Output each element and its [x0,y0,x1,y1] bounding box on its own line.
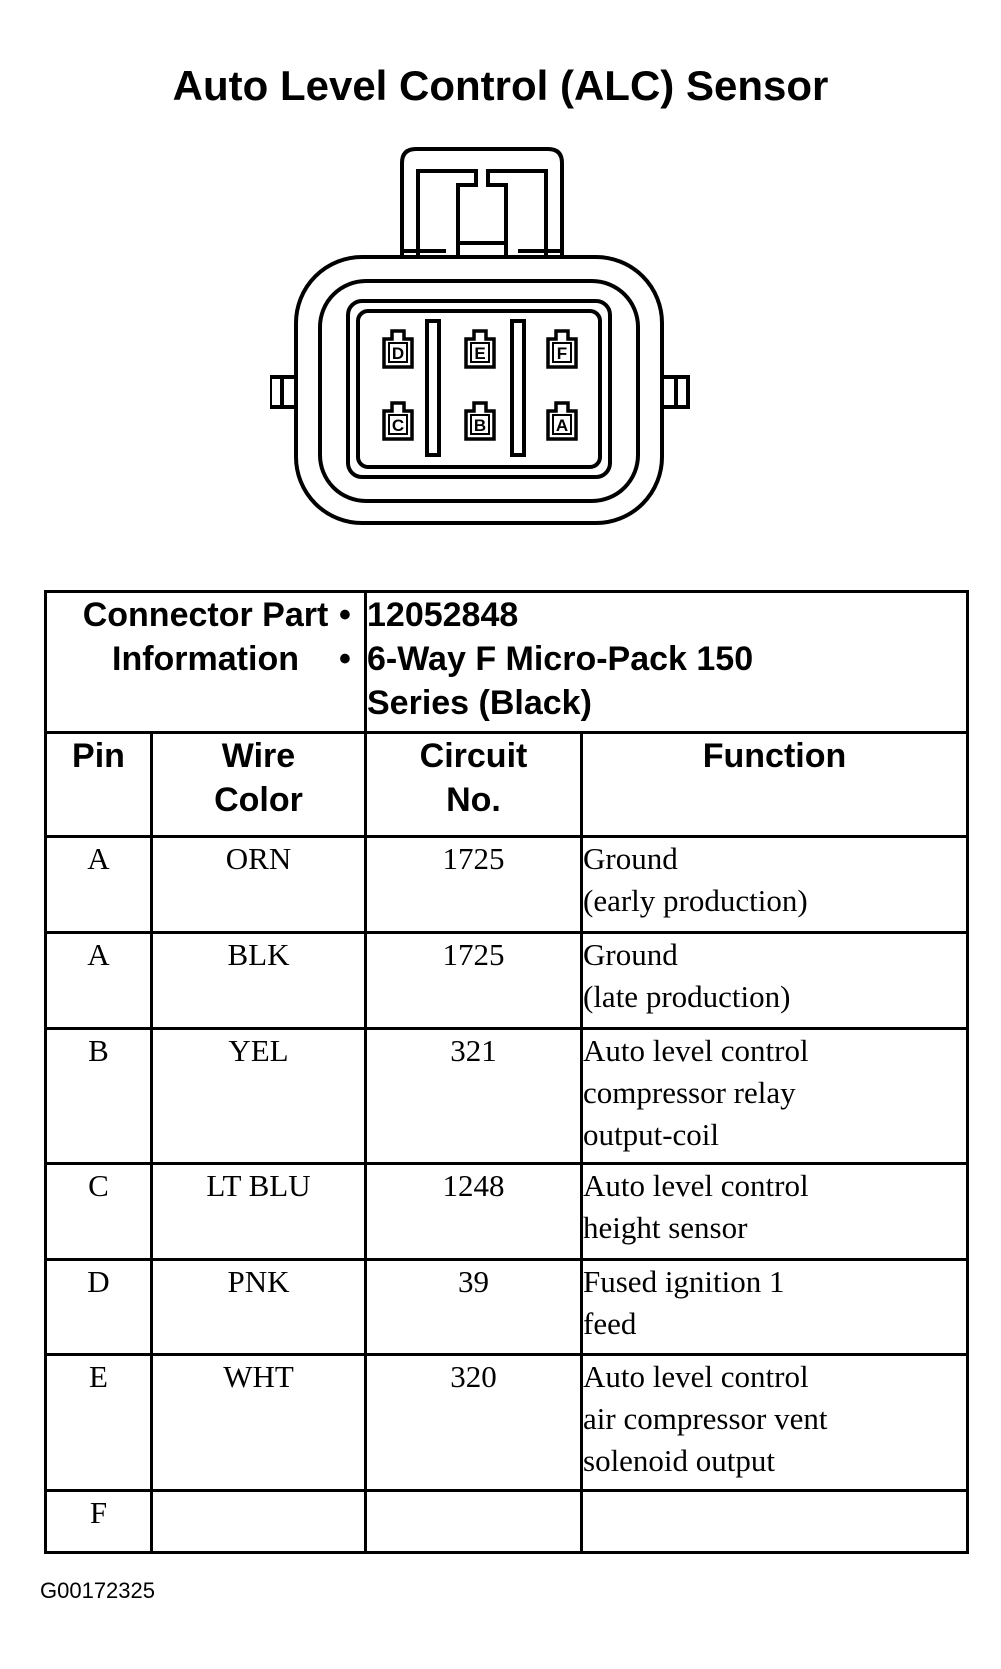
function-cell [582,1163,968,1259]
circuit-no-cell: 1725 [366,933,582,1029]
table-row [46,1259,968,1355]
pin-cell: E [46,1355,152,1490]
function-line: Ground [583,841,678,877]
function-cell [582,1259,968,1355]
function-line: Ground [583,937,678,973]
col-header-wire-line1: Wire [221,737,296,776]
table-row [46,933,968,1029]
part-info-label-line1: Connector Part [82,596,329,634]
pin-label-e: E [474,344,486,363]
pin-cell: B [46,1028,152,1163]
circuit-no-cell [366,1490,582,1552]
function-line: solenoid output [583,1443,776,1479]
wire-color-cell: WHT [152,1355,366,1490]
circuit-no-cell: 1725 [366,837,582,933]
part-info-row [46,592,968,733]
col-header-wire-line2: Color [214,781,303,820]
table-row [46,1028,968,1163]
wire-color-cell [152,1490,366,1552]
pin-cell: D [46,1259,152,1355]
col-header-function-text: Function [702,737,847,776]
function-line: output-coil [583,1116,720,1152]
part-number-line [339,593,966,637]
figure-id: G00172325 [40,1578,155,1603]
pin-label-b: B [473,416,487,435]
pin-cell: A [46,933,152,1029]
pin-label-f: F [556,344,568,363]
function-cell [582,1490,968,1552]
function-line: Auto level control [583,1032,809,1068]
connector-type: 6-Way F Micro-Pack 150 [367,640,754,678]
connector-face-diagram [270,145,730,565]
part-info-values [339,592,968,733]
pin-cell: C [46,1163,152,1259]
bullet-1: • [339,596,351,634]
function-cell [582,933,968,1029]
wire-color-cell: PNK [152,1259,366,1355]
pin-cell: A [46,837,152,933]
function-line: (early production) [583,883,808,919]
connector-body [296,257,662,523]
circuit-no-cell: 1248 [366,1163,582,1259]
table-row [46,1163,968,1259]
col-header-pin [46,733,152,837]
part-number: 12052848 [367,596,519,634]
function-cell [582,1355,968,1490]
circuit-no-cell: 320 [366,1355,582,1490]
function-line: Auto level control [583,1167,809,1203]
wire-color-cell: YEL [152,1028,366,1163]
col-header-wire-color [152,733,366,837]
connector-lock-tab [402,149,562,257]
bullet-2: • [339,640,351,678]
function-line: compressor relay [583,1074,796,1110]
wire-color-cell: ORN [152,837,366,933]
function-line: height sensor [583,1209,748,1245]
part-info-label [46,592,366,733]
col-header-function [582,733,968,837]
table-row [46,1490,968,1552]
function-line: (late production) [583,979,791,1015]
table-row [46,1355,968,1490]
connector-series: Series (Black) [367,684,592,722]
column-header-row [46,733,968,837]
wire-color-cell: BLK [152,933,366,1029]
pin-label-c: C [391,416,405,435]
wire-color-cell: LT BLU [152,1163,366,1259]
function-line: Auto level control [583,1359,809,1395]
pin-cell: F [46,1490,152,1552]
connector-spec-table [44,590,969,1554]
col-header-circuit-no [366,733,582,837]
part-info-label-line2: Information [112,640,299,678]
col-header-circuit-line1: Circuit [419,737,528,776]
circuit-no-cell: 321 [366,1028,582,1163]
connector-type-line [339,637,966,681]
diagram-title: Auto Level Control (ALC) Sensor [172,62,829,109]
function-cell [582,837,968,933]
circuit-no-cell: 39 [366,1259,582,1355]
col-header-pin-text: Pin [72,737,125,776]
table-body [46,837,968,1553]
col-header-circuit-line2: No. [446,781,501,820]
pin-label-d: D [391,344,405,363]
function-line: Fused ignition 1 [583,1263,785,1299]
function-line: air compressor vent [583,1401,828,1437]
pin-label-a: A [555,416,569,435]
table-row [46,837,968,933]
function-line: feed [583,1305,637,1341]
function-cell [582,1028,968,1163]
